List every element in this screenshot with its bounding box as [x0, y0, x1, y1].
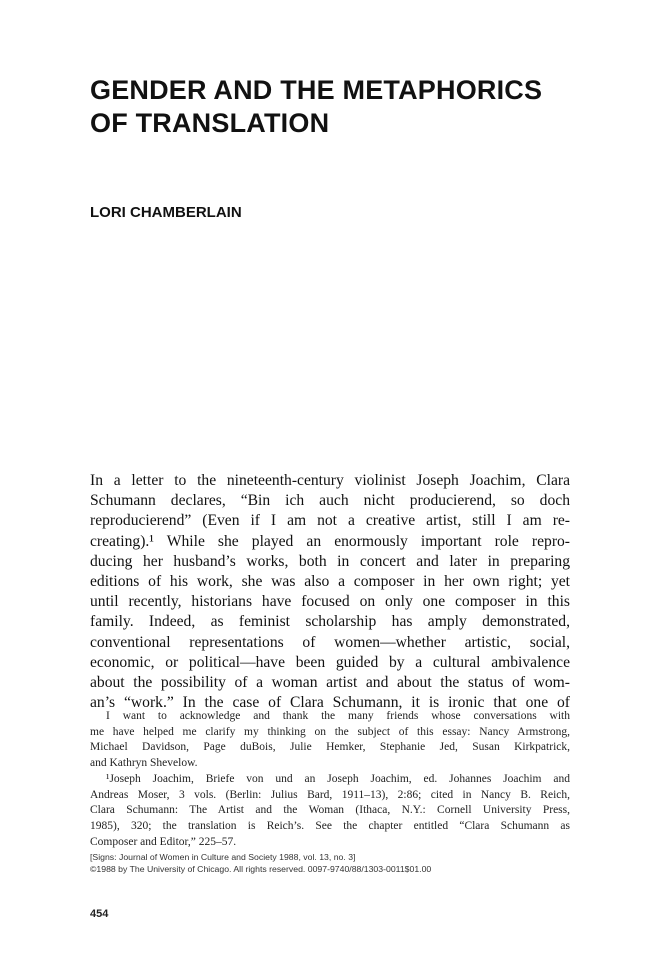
author-name: LORI CHAMBERLAIN — [90, 204, 242, 221]
acknowledgment-line: and Kathryn Shevelow. — [90, 757, 198, 770]
footnote-line: Composer and Editor,” 225–57. — [90, 835, 237, 848]
body-line: reproducierend” (Even if I am not a creative artist, still I am re- — [90, 512, 570, 530]
body-line: In a letter to the nineteenth-century violinist Joseph Joachim, Clara — [90, 472, 570, 489]
body-line: until recently, historians have focused on only one composer in this — [90, 593, 570, 611]
body-line: economic, or political—have been guided by a cultural ambivalence — [90, 653, 570, 671]
body-line: Schumann declares, “Bin ich auch nicht producierend, so doch — [90, 492, 570, 510]
publication-info — [90, 851, 570, 875]
acknowledgment-line: I want to acknowledge and thank the many friends whose conversations with — [106, 710, 570, 722]
footnote-line: ¹Joseph Joachim, Briefe von und an Joseph Joachim, ed. Johannes Joachim and — [106, 772, 570, 785]
footnotes — [90, 709, 570, 850]
copyright-notice: ©1988 by The University of Chicago. All rights reserved. 0097-9740/88/1303-0011$01.00 — [90, 864, 432, 874]
title-line-1: GENDER AND THE METAPHORICS — [90, 75, 543, 105]
footnote-line: Andreas Moser, 3 vols. (Berlin: Julius Bard, 1911–13), 2:86; cited in Nancy B. Reich, — [90, 788, 570, 801]
footnote-line: Clara Schumann: The Artist and the Woman (Ithaca, N.Y.: Cornell University Press, — [90, 804, 570, 817]
footnote-line: 1985), 320; the translation is Reich’s. See the chapter entitled “Clara Schumann as — [90, 819, 570, 832]
acknowledgment-line: Michael Davidson, Page duBois, Julie Hemker, Stephanie Jed, Susan Kirkpatrick, — [90, 741, 570, 754]
title-line-2: OF TRANSLATION — [90, 108, 330, 138]
article-title — [90, 74, 610, 140]
body-paragraph — [90, 471, 570, 713]
page-number: 454 — [90, 908, 109, 920]
body-line: ducing her husband’s works, both in concert and later in preparing — [90, 552, 570, 570]
journal-citation: [Signs: Journal of Women in Culture and Society 1988, vol. 13, no. 3] — [90, 852, 356, 862]
body-line: family. Indeed, as feminist scholarship has amply demonstrated, — [90, 613, 570, 631]
body-line: about the possibility of a woman artist and about the status of wom- — [90, 674, 570, 692]
body-line: conventional representations of women—whether artistic, social, — [90, 633, 570, 651]
body-line: an’s “work.” In the case of Clara Schumann, it is ironic that one of — [90, 694, 570, 712]
body-line: editions of his work, she was also a composer in her own right; yet — [90, 573, 570, 591]
body-line: creating).¹ While she played an enormously important role repro- — [90, 532, 570, 550]
acknowledgment-line: me have helped me clarify my thinking on the subject of this essay: Nancy Armstrong, — [90, 725, 570, 738]
